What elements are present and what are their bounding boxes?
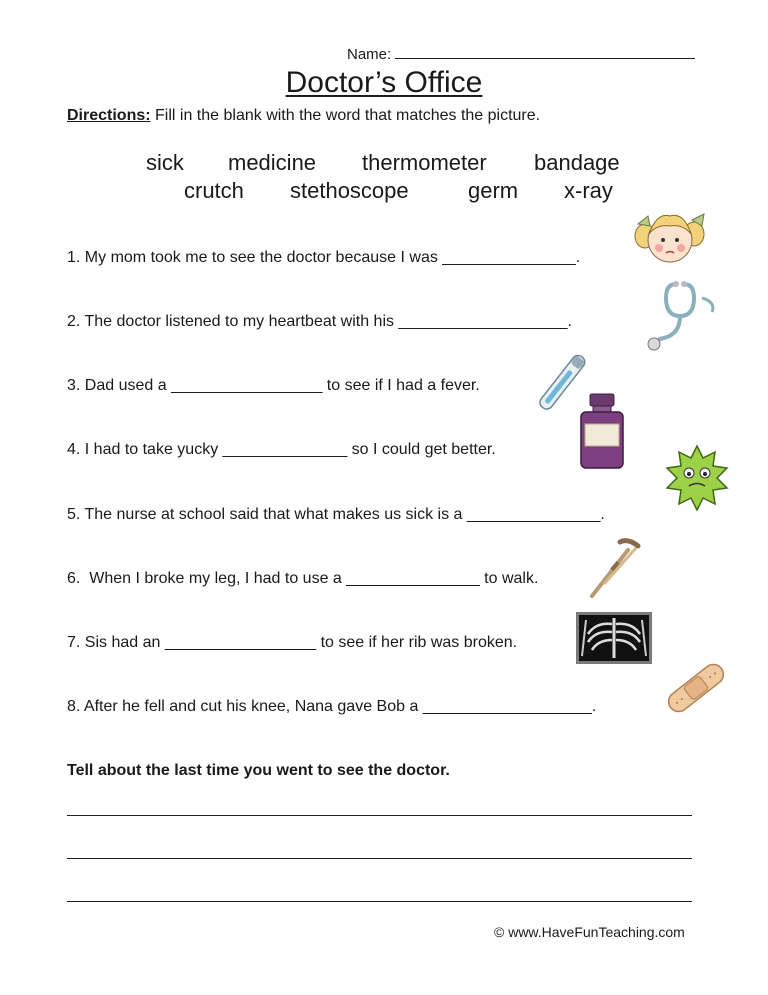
writing-prompt: Tell about the last time you went to see the doctor. [67,762,450,779]
question-7: 7. Sis had an _________________ to see if her rib was broken. [67,634,518,651]
question-4: 4. I had to take yucky ______________ so I could get better. [67,441,496,458]
bandage-icon [662,656,730,720]
page-title: Doctor’s Office [285,66,483,99]
word-bank-crutch: crutch [184,178,244,203]
word-bank-bandage: bandage [534,150,620,175]
word-bank-germ: germ [468,178,519,203]
answer-line-3[interactable] [67,900,692,902]
name-field [347,44,695,63]
word-bank-thermometer: thermometer [362,150,487,175]
word-bank-medicine: medicine [228,150,317,175]
word-bank-x-ray: x-ray [564,178,613,203]
stethoscope-icon [644,278,720,352]
sick-girl-icon [632,204,708,268]
word-bank-stethoscope: stethoscope [290,178,409,203]
name-label: Name: [347,46,392,63]
question-2: 2. The doctor listened to my heartbeat with his ___________________. [67,313,572,330]
medicine-bottle-icon [578,392,626,470]
question-3: 3. Dad used a _________________ to see if I had a fever. [67,377,480,394]
directions-text: Fill in the blank with the word that matches the picture. [150,107,541,124]
directions [67,107,540,125]
footer-copyright: © www.HaveFunTeaching.com [494,924,685,940]
answer-line-2[interactable] [67,857,692,859]
answer-line-1[interactable] [67,814,692,816]
question-5: 5. The nurse at school said that what makes us sick is a _______________. [67,506,605,523]
name-blank-line[interactable] [395,44,695,59]
x-ray-icon [576,612,652,664]
crutch-icon [588,536,644,598]
directions-label: Directions: [67,107,151,124]
question-6: 6. When I broke my leg, I had to use a _______________ to walk. [67,570,539,587]
germ-icon [660,440,734,514]
question-8: 8. After he fell and cut his knee, Nana gave Bob a ___________________. [67,698,597,715]
question-1: 1. My mom took me to see the doctor because I was _______________. [67,249,581,266]
word-bank-sick: sick [146,150,184,175]
